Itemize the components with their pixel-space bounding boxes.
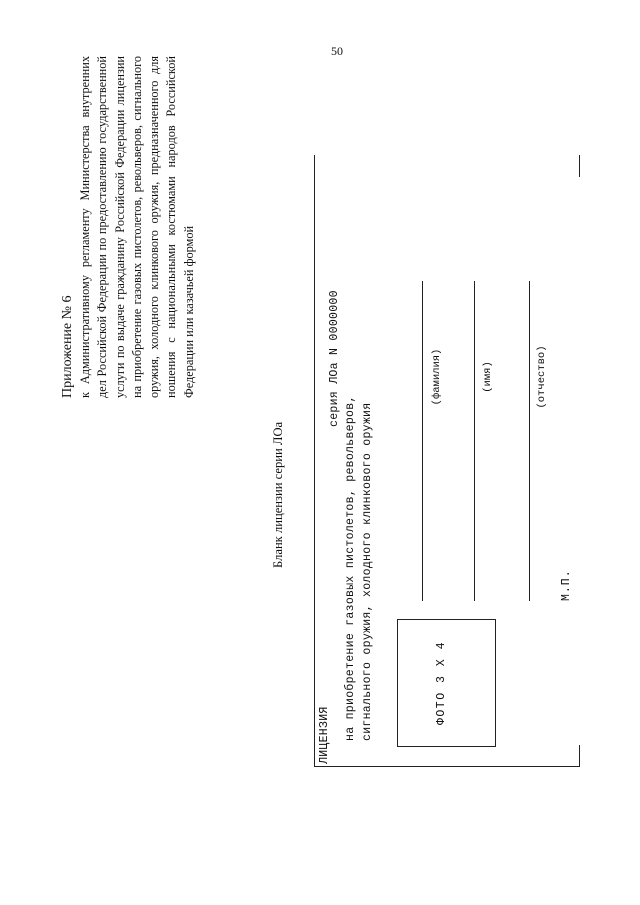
patronymic-line bbox=[529, 281, 530, 601]
license-title: ЛИЦЕНЗИЯ bbox=[318, 706, 331, 764]
appendix-text: к Административному регламенту Министерства внутренних дел Российской Федерации по предоставлению государственной услуги по выдаче гражданину Российской Федерации лицензии на приобретение газовых пистолетов, револьверов, сигнального оружия, холодного клинкового оружия, предназначенного для ношения с национальными костюмами народов Российской Федерации или казачьей формой bbox=[78, 56, 196, 398]
surname-caption: (фамилия) bbox=[431, 348, 443, 406]
patronymic-caption: (отчество) bbox=[536, 345, 548, 409]
surname-line bbox=[422, 281, 423, 601]
page-number: 50 bbox=[331, 44, 343, 58]
license-form bbox=[314, 155, 588, 767]
appendix-header bbox=[58, 56, 198, 398]
blank-title: Бланк лицензии серии ЛОа bbox=[271, 421, 285, 568]
name-line bbox=[474, 281, 475, 601]
form-border-corner-left bbox=[579, 745, 580, 767]
license-purpose-line-1: на приобретение газовых пистолетов, револьверов, bbox=[344, 395, 357, 741]
name-caption: (имя) bbox=[482, 361, 494, 393]
license-series: серия ЛОа N 0000000 bbox=[328, 290, 341, 427]
license-purpose-line-2: сигнального оружия, холодного клинкового оружия bbox=[361, 402, 374, 741]
photo-box bbox=[397, 619, 496, 747]
stamp-place: М.П. bbox=[560, 569, 573, 601]
form-border-corner-right bbox=[579, 155, 580, 177]
appendix-title: Приложение № 6 bbox=[60, 295, 75, 398]
photo-label: ФОТО 3 Х 4 bbox=[435, 641, 448, 726]
